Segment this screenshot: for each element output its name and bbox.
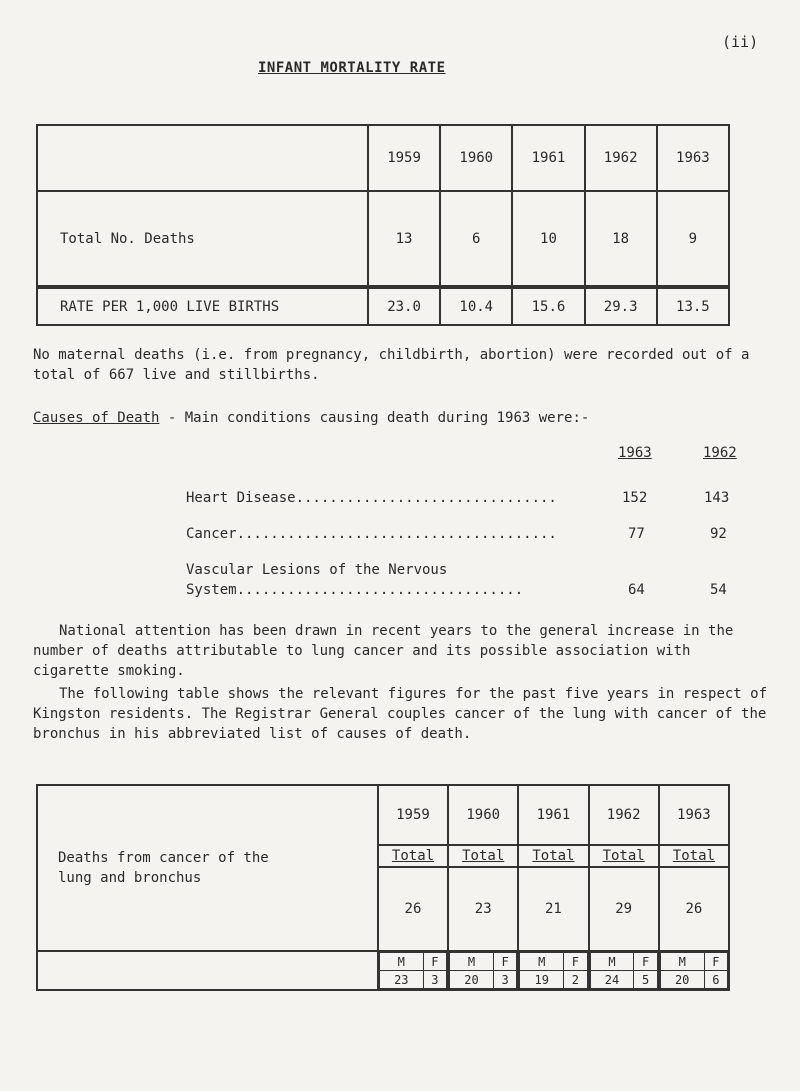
total-deaths-value: 13: [368, 191, 440, 287]
lung-cancer-total: 21: [518, 867, 588, 951]
rate-value: 29.3: [585, 287, 657, 325]
mf-cell-1963: [659, 951, 729, 990]
mf-cell-1959: [378, 951, 448, 990]
f-label: F: [423, 953, 446, 971]
f-label: F: [493, 953, 516, 971]
infant-mortality-table: [36, 124, 730, 326]
table1-year: 1959: [368, 125, 440, 191]
f-label: F: [704, 953, 727, 971]
f-label: F: [564, 953, 587, 971]
cause-value-1962: 54: [710, 582, 727, 598]
cause-label: System..................................: [186, 582, 524, 598]
causes-intro: [33, 408, 773, 428]
male-value: 20: [450, 971, 494, 989]
rate-value: 13.5: [657, 287, 729, 325]
cause-value-1962: 143: [704, 490, 730, 506]
lung-cancer-total: 29: [589, 867, 659, 951]
total-deaths-value: 6: [440, 191, 512, 287]
table1-corner: [37, 125, 368, 191]
total-deaths-value: 9: [657, 191, 729, 287]
lung-cancer-total: 26: [659, 867, 729, 951]
causes-intro-text: - Main conditions causing death during 1963 were:-: [159, 410, 590, 426]
table2-year: 1963: [659, 785, 729, 845]
cause-value-1962: 92: [710, 526, 727, 542]
rate-value: 10.4: [440, 287, 512, 325]
m-label: M: [379, 953, 423, 971]
row-label-line1: Deaths from cancer of the: [58, 850, 269, 866]
lung-cancer-total: 26: [378, 867, 448, 951]
table1-year: 1960: [440, 125, 512, 191]
total-header: Total: [378, 845, 448, 867]
mf-cell-1960: [448, 951, 518, 990]
female-value: 5: [634, 971, 657, 989]
male-value: 20: [660, 971, 704, 989]
table2-corner-bottom: [37, 951, 378, 990]
male-value: 23: [379, 971, 423, 989]
total-header: Total: [518, 845, 588, 867]
female-value: 6: [704, 971, 727, 989]
lung-cancer-row-label: [37, 785, 378, 951]
cause-label: Heart Disease...............................: [186, 490, 557, 506]
total-deaths-value: 10: [512, 191, 584, 287]
male-value: 24: [590, 971, 634, 989]
cause-value-1963: 152: [622, 490, 648, 506]
causes-heading: Causes of Death: [33, 410, 160, 426]
rate-value: 23.0: [368, 287, 440, 325]
male-value: 19: [520, 971, 564, 989]
mf-cell-1961: [518, 951, 588, 990]
total-deaths-label: Total No. Deaths: [37, 191, 368, 287]
rate-value: 15.6: [512, 287, 584, 325]
total-deaths-value: 18: [585, 191, 657, 287]
lung-cancer-table: [36, 784, 730, 991]
table1-year: 1961: [512, 125, 584, 191]
cause-value-1963: 77: [628, 526, 645, 542]
mf-split: [449, 952, 517, 989]
mf-cell-1962: [589, 951, 659, 990]
total-header: Total: [659, 845, 729, 867]
mf-split: [590, 952, 658, 989]
lung-cancer-total: 23: [448, 867, 518, 951]
cause-label: Cancer......................................: [186, 526, 557, 542]
female-value: 3: [423, 971, 446, 989]
rate-label: RATE PER 1,000 LIVE BIRTHS: [37, 287, 368, 325]
female-value: 3: [493, 971, 516, 989]
mf-split: [660, 952, 728, 989]
m-label: M: [660, 953, 704, 971]
page-title: INFANT MORTALITY RATE: [258, 60, 446, 76]
total-header: Total: [448, 845, 518, 867]
table2-year: 1959: [378, 785, 448, 845]
page-number: (ii): [722, 33, 759, 51]
table-intro: The following table shows the relevant figures for the past five years in respect of Kingston residents. The Registrar General couples cancer of the lung with cancer of the bronchus in his abbreviated list of causes of death.: [33, 686, 768, 742]
row-label-line2: lung and bronchus: [58, 870, 202, 886]
cause-value-1963: 64: [628, 582, 645, 598]
total-header: Total: [589, 845, 659, 867]
m-label: M: [590, 953, 634, 971]
mf-split: [519, 952, 587, 989]
female-value: 2: [564, 971, 587, 989]
maternal-note: No maternal deaths (i.e. from pregnancy, childbirth, abortion) were recorded out of a total of 667 live and stillbirths.: [33, 347, 750, 383]
col-1962: 1962: [703, 445, 737, 461]
table2-year: 1960: [448, 785, 518, 845]
m-label: M: [520, 953, 564, 971]
national-note: National attention has been drawn in recent years to the general increase in the number of deaths attributable to lung cancer and its possible association with cigarette smoking.: [33, 623, 734, 679]
col-1963: 1963: [618, 445, 652, 461]
table2-year: 1961: [518, 785, 588, 845]
causes-year-headers: [618, 445, 788, 461]
cause-label-line1: Vascular Lesions of the Nervous: [186, 562, 448, 578]
m-label: M: [450, 953, 494, 971]
table1-year: 1963: [657, 125, 729, 191]
table1-year: 1962: [585, 125, 657, 191]
f-label: F: [634, 953, 657, 971]
mf-split: [379, 952, 447, 989]
table2-year: 1962: [589, 785, 659, 845]
